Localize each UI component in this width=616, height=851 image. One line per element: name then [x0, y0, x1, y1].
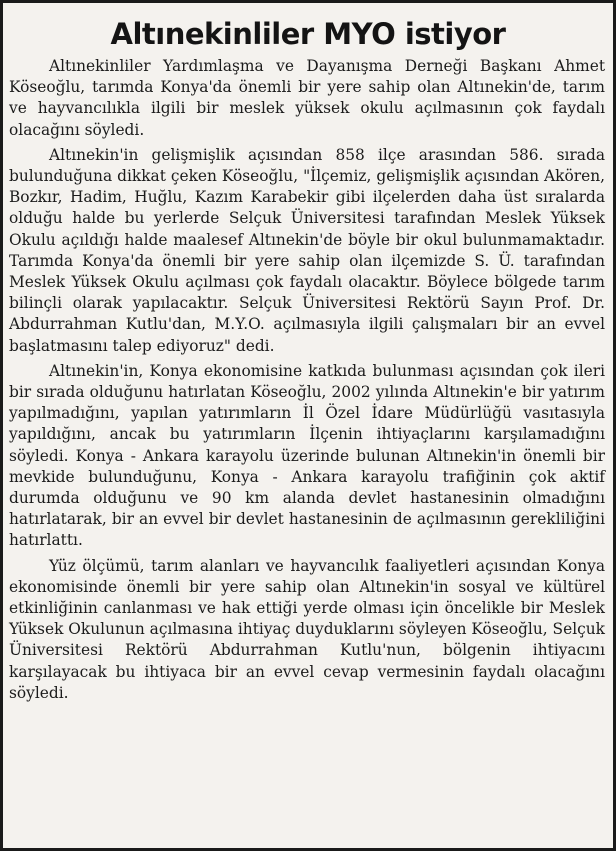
article-paragraph-2: Altınekin'in gelişmişlik açısından 858 ilçe arasından 586. sırada bulunduğuna dikkat çeken Köseoğlu, "İlçemiz, gelişmişlik açısından Akören, Bozkır, Hadim, Huğlu, Kazım Karabekir gibi ilçelerden daha üst sıralarda olduğu halde bu yerlerde Selçuk Üniversitesi tarafından Meslek Yüksek Okulu açıldığı halde maalesef Altınekin'de böyle bir okul bulunmamaktadır. Tarımda Konya'da önemli bir yere sahip olan ilçemizde S. Ü. tarafından Meslek Yüksek Okulu açılması çok faydalı olacaktır. Böylece bölgede tarım bilinçli olarak yapılacaktır. Selçuk Üniversitesi Rektörü Sayın Prof. Dr. Abdurrahman Kutlu'dan, M.Y.O. açılmasıyla ilgili çalışmaları bir an evvel başlatmasını talep ediyoruz" dedi. — [9, 145, 605, 355]
article-paragraph-1: Altınekinliler Yardımlaşma ve Dayanışma Derneği Başkanı Ahmet Köseoğlu, tarımda Konya'da önemli bir yere sahip olan Altınekin'de, tarım ve hayvancılıkla ilgili bir meslek yüksek okulu açılmasının çok faydalı olacağını söyledi. — [9, 57, 605, 139]
article-paragraph-3: Altınekin'in, Konya ekonomisine katkıda bulunması açısından çok ileri bir sırada olduğunu hatırlatan Köseoğlu, 2002 yılında Altınekin'e bir yatırım yapılmadığını, yapılan yatırımların İl Özel İdare Müdürlüğü vasıtasıyla yapıldığını, ancak bu yatırımların İlçenin ihtiyaçlarını karşılamadığını söyledi. Konya - Ankara karayolu üzerinde bulunan Altınekin'in önemli bir mevkide bulunduğunu, Konya - Ankara karayolu trafiğinin çok aktif durumda olduğunu ve 90 km alanda devlet hastanesinin olmadığını hatırlatarak, bir an evvel bir devlet hastanesinin de açılmasının gerekliliğini hatırlattı. — [9, 361, 605, 550]
article-headline: Altınekinliler MYO istiyor — [110, 17, 506, 51]
article-paragraph-4: Yüz ölçümü, tarım alanları ve hayvancılık faaliyetleri açısından Konya ekonomisinde önemli bir yere sahip olan Altınekin'in sosyal ve kültürel etkinliğinin canlanması ve hak ettiği yerde olması için öncelikle bir Meslek Yüksek Okulunun açılmasına ihtiyaç duyduklarını söyleyen Köseoğlu, Selçuk Üniversitesi Rektörü Abdurrahman Kutlu'nun, bölgenin ihtiyacını karşılayacak bu ihtiyaca bir an evvel cevap vermesinin faydalı olacağını söyledi. — [9, 556, 605, 702]
article-body — [9, 56, 605, 708]
